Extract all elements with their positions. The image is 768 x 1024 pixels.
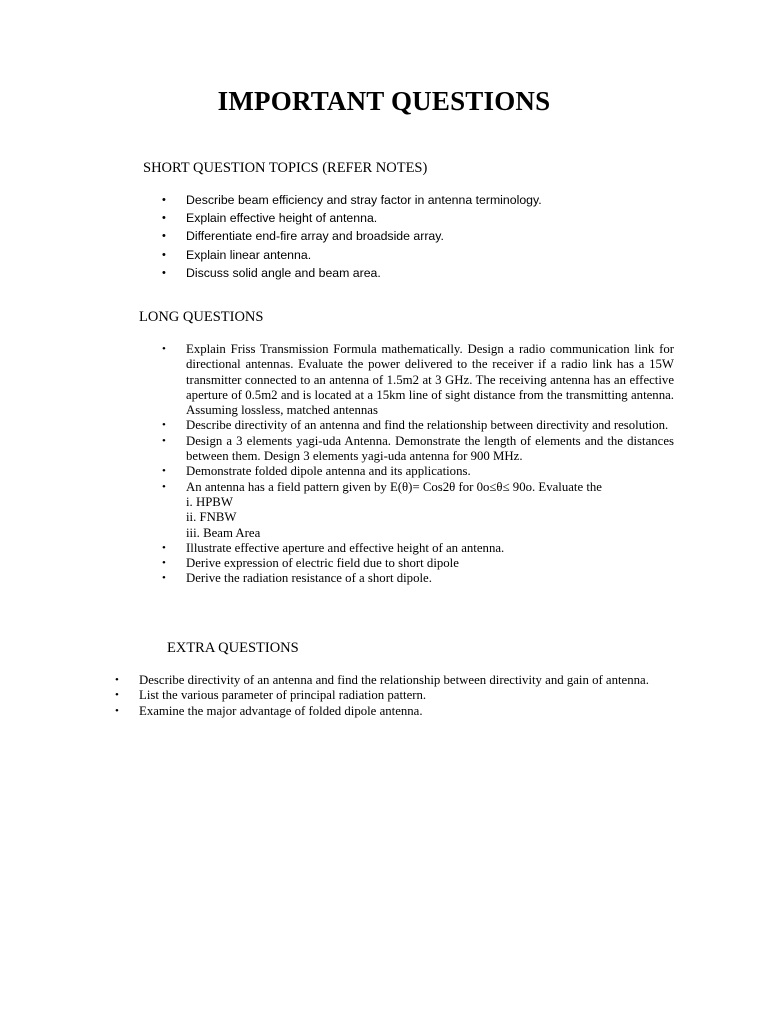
bullet-icon: • — [162, 557, 166, 570]
question-text: Examine the major advantage of folded dipole antenna. — [139, 703, 423, 718]
question-text: Describe directivity of an antenna and find the relationship between directivity and gain of antenna. — [139, 673, 649, 687]
list-item — [162, 434, 674, 465]
short-questions-list — [162, 191, 602, 282]
question-text: Illustrate effective aperture and effective height of an antenna. — [186, 540, 505, 555]
question-text: Differentiate end-fire array and broadside array. — [186, 229, 444, 244]
long-questions-list — [162, 342, 674, 587]
sub-item: i. HPBW — [186, 494, 233, 509]
short-questions-heading: SHORT QUESTION TOPICS (REFER NOTES) — [143, 160, 428, 176]
bullet-icon: • — [115, 704, 119, 717]
list-item — [162, 246, 602, 264]
question-text: An antenna has a field pattern given by E(θ)= Cos2θ for 0o≤θ≤ 90o. Evaluate the — [186, 479, 602, 494]
question-text: Explain linear antenna. — [186, 247, 312, 262]
bullet-icon: • — [162, 419, 166, 432]
extra-questions-heading: EXTRA QUESTIONS — [167, 640, 299, 656]
list-item — [162, 556, 674, 571]
list-item — [162, 571, 674, 586]
list-item — [162, 264, 602, 282]
list-item — [115, 673, 660, 688]
list-item — [162, 464, 674, 479]
bullet-icon: • — [162, 434, 166, 447]
bullet-icon: • — [162, 194, 166, 206]
question-text: Design a 3 elements yagi-uda Antenna. Demonstrate the length of elements and the distances between them. Design 3 elements yagi-uda antenna for 900 MHz. — [186, 433, 674, 464]
list-item — [115, 704, 660, 719]
bullet-icon: • — [115, 674, 119, 686]
extra-questions-list — [115, 673, 660, 719]
list-item — [162, 191, 602, 209]
bullet-icon: • — [162, 266, 166, 279]
long-questions-heading: LONG QUESTIONS — [139, 309, 264, 325]
bullet-icon: • — [162, 572, 166, 585]
question-text: Derive the radiation resistance of a short dipole. — [186, 571, 432, 586]
bullet-icon: • — [162, 465, 166, 478]
list-item — [115, 688, 660, 703]
question-text: List the various parameter of principal radiation pattern. — [139, 688, 427, 703]
question-text: Explain effective height of antenna. — [186, 211, 378, 226]
question-text: Demonstrate folded dipole antenna and its applications. — [186, 464, 471, 479]
sub-item: iii. Beam Area — [186, 525, 261, 540]
list-item — [162, 418, 674, 433]
bullet-icon: • — [162, 248, 166, 261]
question-text: Discuss solid angle and beam area. — [186, 265, 381, 280]
list-item — [162, 227, 602, 245]
question-text: Describe beam efficiency and stray factor in antenna terminology. — [186, 193, 542, 207]
bullet-icon: • — [115, 689, 119, 702]
page-title: IMPORTANT QUESTIONS — [217, 86, 551, 116]
list-item — [162, 342, 674, 418]
question-text: Derive expression of electric field due to short dipole — [186, 556, 459, 571]
bullet-icon: • — [162, 230, 166, 243]
list-item — [162, 480, 674, 541]
list-item — [162, 541, 674, 556]
bullet-icon: • — [162, 212, 166, 225]
bullet-icon: • — [162, 343, 166, 355]
bullet-icon: • — [162, 541, 166, 554]
question-text: Explain Friss Transmission Formula mathematically. Design a radio communication link for directional antennas. Evaluate the power delivered to the receiver if a radio link has a 15W transmitter connected to an antenna of 1.5m2 at 3 GHz. The receiving antenna has an effective aperture of 0.5m2 and is located at a 15km line of sight distance from the transmitting antenna. Assuming lossless, matched antennas — [186, 342, 674, 418]
bullet-icon: • — [162, 480, 166, 493]
list-item — [162, 209, 602, 227]
question-text: Describe directivity of an antenna and find the relationship between directivity and resolution. — [186, 418, 669, 433]
sub-item: ii. FNBW — [186, 510, 237, 525]
